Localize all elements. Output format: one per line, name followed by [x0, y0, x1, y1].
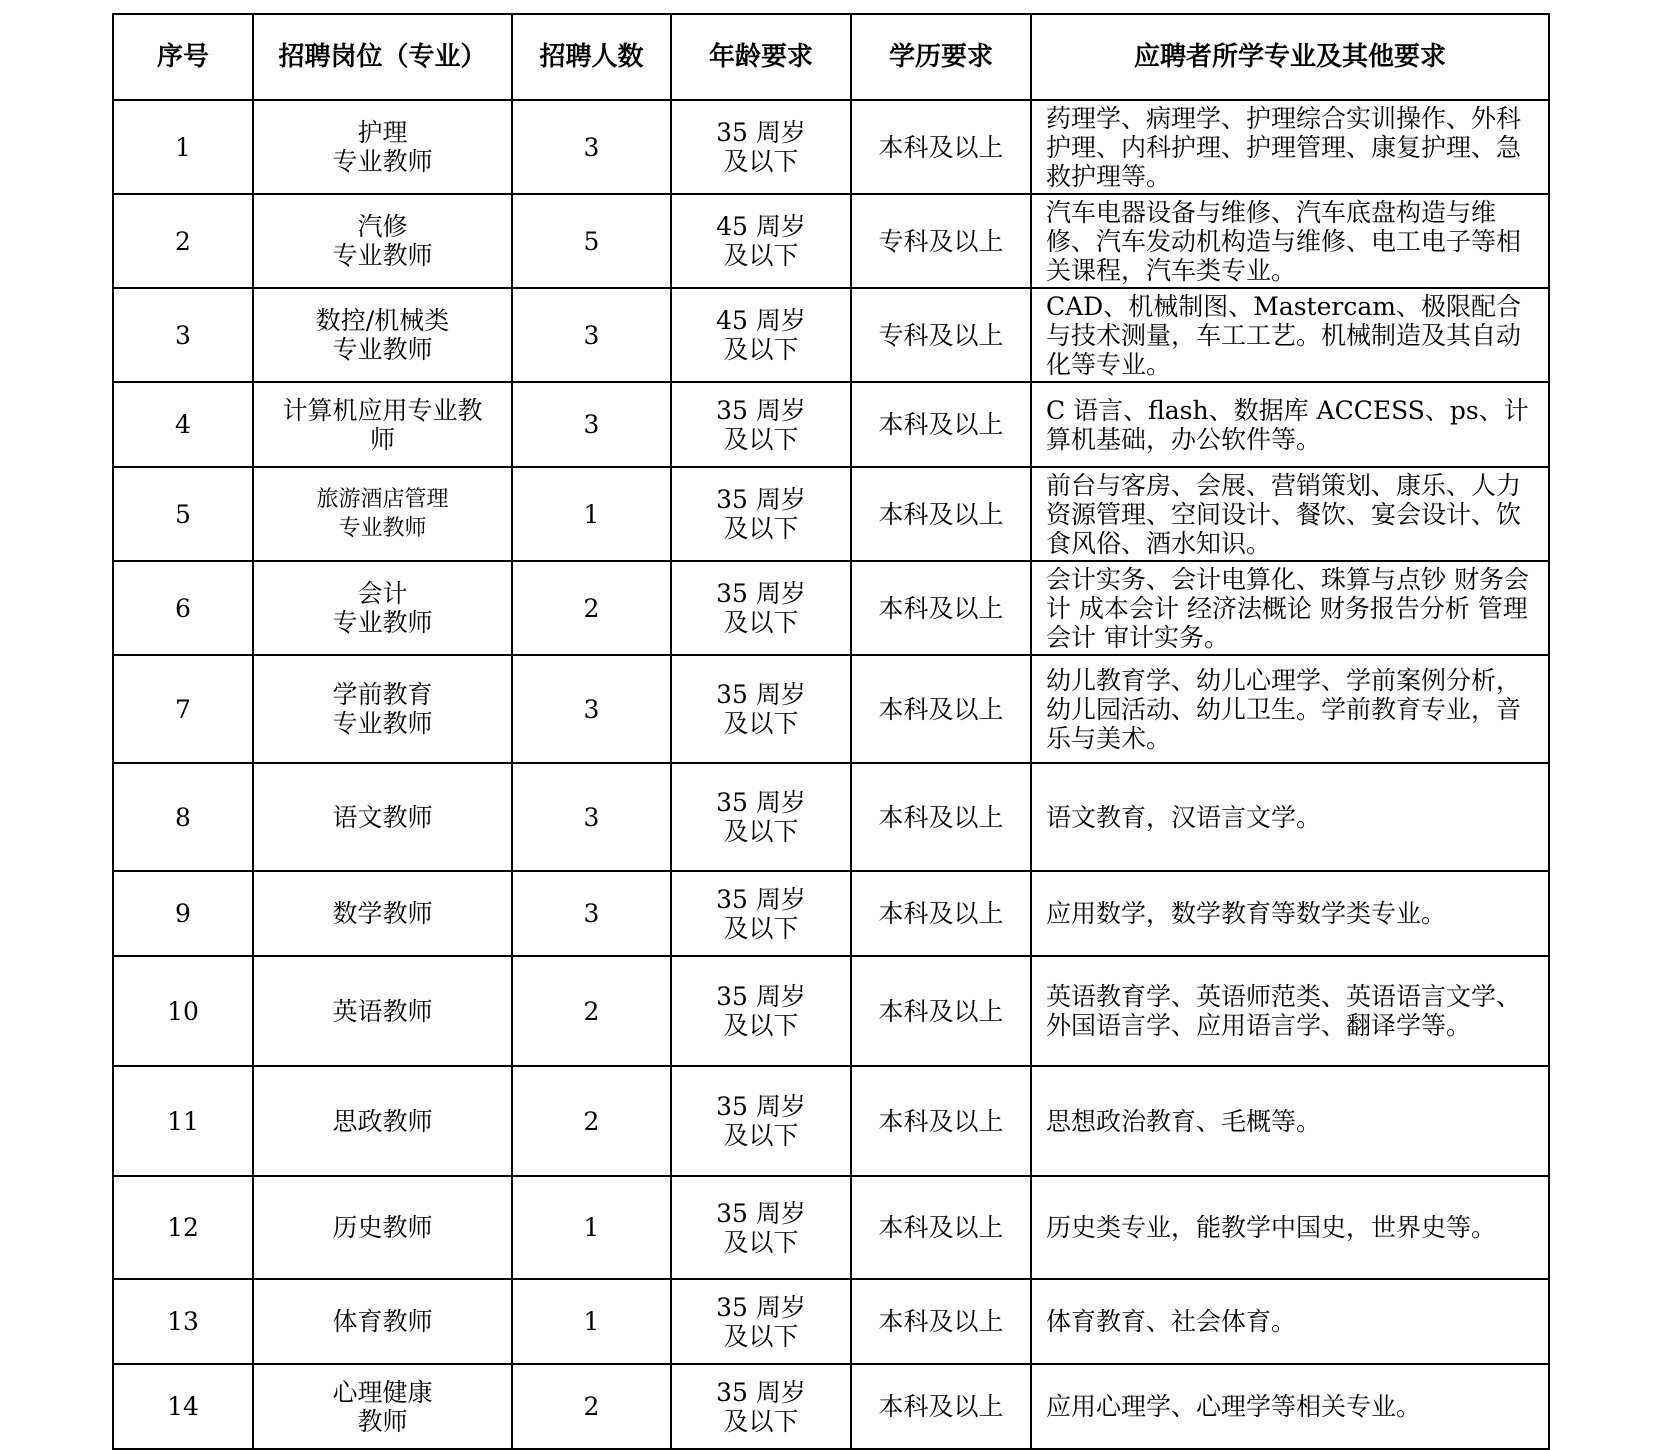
- age-line: 35 周岁: [716, 982, 806, 1011]
- age-cell: [671, 467, 851, 561]
- table-row: [113, 382, 1549, 467]
- table-row: [113, 956, 1549, 1066]
- table-row: [113, 100, 1549, 194]
- position-line: 专业教师: [332, 709, 433, 738]
- age-line: 及以下: [723, 1121, 799, 1150]
- count-cell: 3: [512, 871, 671, 956]
- age-line: 及以下: [723, 1227, 799, 1257]
- row-number: 2: [113, 194, 253, 288]
- header-age: 年龄要求: [671, 14, 851, 100]
- row-number: 3: [113, 288, 253, 382]
- count-cell: 3: [512, 288, 671, 382]
- requirements-cell: 会计实务、会计电算化、珠算与点钞 财务会计 成本会计 经济法概论 财务报告分析 管理会计 审计实务。: [1031, 561, 1549, 655]
- position-line: 旅游酒店管理: [316, 487, 449, 512]
- requirements-cell: 前台与客房、会展、营销策划、康乐、人力资源管理、空间设计、餐饮、宴会设计、饮食风俗、酒水知识。: [1031, 467, 1549, 561]
- position-cell: [253, 956, 512, 1066]
- position-cell: [253, 1279, 512, 1364]
- age-line: 35 周岁: [716, 1377, 806, 1407]
- row-number: 8: [113, 763, 253, 871]
- age-line: 35 周岁: [716, 1198, 806, 1228]
- education-cell: 本科及以上: [851, 871, 1031, 956]
- row-number: 14: [113, 1364, 253, 1449]
- education-cell: 本科及以上: [851, 763, 1031, 871]
- count-cell: 3: [512, 100, 671, 194]
- position-line: 师: [369, 424, 395, 454]
- header-no: 序号: [113, 14, 253, 100]
- position-cell: [253, 561, 512, 655]
- requirements-cell: C 语言、flash、数据库 ACCESS、ps、计算机基础，办公软件等。: [1031, 382, 1549, 467]
- requirements-cell: 体育教育、社会体育。: [1031, 1279, 1549, 1364]
- count-cell: 3: [512, 382, 671, 467]
- count-cell: 3: [512, 763, 671, 871]
- education-cell: 本科及以上: [851, 1279, 1031, 1364]
- requirements-cell: 药理学、病理学、护理综合实训操作、外科护理、内科护理、护理管理、康复护理、急救护理等。: [1031, 100, 1549, 194]
- count-cell: 1: [512, 467, 671, 561]
- table-row: [113, 1066, 1549, 1176]
- education-cell: 专科及以上: [851, 288, 1031, 382]
- table-row: [113, 561, 1549, 655]
- age-line: 及以下: [723, 335, 799, 364]
- position-line: 数控/机械类: [315, 306, 450, 335]
- table-row: [113, 871, 1549, 956]
- row-number: 6: [113, 561, 253, 655]
- position-line: 体育教师: [332, 1307, 433, 1336]
- age-line: 及以下: [723, 817, 799, 846]
- row-number: 4: [113, 382, 253, 467]
- header-row: [113, 14, 1549, 100]
- position-cell: [253, 288, 512, 382]
- header-position: 招聘岗位（专业）: [253, 14, 512, 100]
- row-number: 1: [113, 100, 253, 194]
- age-line: 35 周岁: [716, 395, 806, 425]
- age-line: 及以下: [723, 147, 799, 176]
- age-cell: [671, 1279, 851, 1364]
- age-line: 及以下: [723, 913, 799, 943]
- table-row: [113, 194, 1549, 288]
- count-cell: 2: [512, 1066, 671, 1176]
- age-cell: [671, 763, 851, 871]
- age-cell: [671, 100, 851, 194]
- position-line: 语文教师: [332, 802, 433, 832]
- requirements-cell: CAD、机械制图、Mastercam、极限配合与技术测量，车工工艺。机械制造及其自动化等专业。: [1031, 288, 1549, 382]
- requirements-cell: 应用心理学、心理学等相关专业。: [1031, 1364, 1549, 1449]
- age-line: 35 周岁: [716, 485, 806, 514]
- position-line: 专业教师: [332, 241, 433, 270]
- position-cell: [253, 194, 512, 288]
- requirements-cell: 英语教育学、英语师范类、英语语言文学、外国语言学、应用语言学、翻译学等。: [1031, 956, 1549, 1066]
- table-row: [113, 655, 1549, 763]
- table-row: [113, 763, 1549, 871]
- age-cell: [671, 561, 851, 655]
- position-cell: [253, 1176, 512, 1279]
- age-line: 45 周岁: [716, 212, 806, 241]
- position-cell: [253, 763, 512, 871]
- table-row: [113, 1364, 1549, 1449]
- age-line: 35 周岁: [716, 579, 806, 608]
- age-cell: [671, 194, 851, 288]
- count-cell: 1: [512, 1176, 671, 1279]
- position-line: 数学教师: [332, 899, 433, 928]
- count-cell: 1: [512, 1279, 671, 1364]
- age-cell: [671, 1066, 851, 1176]
- requirements-cell: 历史类专业，能教学中国史，世界史等。: [1031, 1176, 1549, 1279]
- position-line: 学前教育: [332, 680, 433, 709]
- age-line: 35 周岁: [716, 1292, 806, 1322]
- age-line: 及以下: [723, 1011, 799, 1040]
- count-cell: 2: [512, 561, 671, 655]
- education-cell: 本科及以上: [851, 382, 1031, 467]
- education-cell: 本科及以上: [851, 1066, 1031, 1176]
- position-line: 专业教师: [332, 335, 433, 364]
- position-line: 计算机应用专业教: [282, 395, 483, 425]
- education-cell: 专科及以上: [851, 194, 1031, 288]
- age-line: 及以下: [723, 709, 799, 738]
- age-line: 35 周岁: [716, 118, 806, 147]
- requirements-cell: 应用数学，数学教育等数学类专业。: [1031, 871, 1549, 956]
- age-line: 35 周岁: [716, 788, 806, 817]
- age-line: 及以下: [723, 1321, 799, 1351]
- count-cell: 5: [512, 194, 671, 288]
- age-cell: [671, 956, 851, 1066]
- position-line: 历史教师: [332, 1213, 433, 1242]
- age-line: 及以下: [723, 1406, 799, 1436]
- position-line: 思政教师: [332, 1106, 433, 1136]
- education-cell: 本科及以上: [851, 100, 1031, 194]
- position-line: 专业教师: [332, 608, 433, 637]
- row-number: 10: [113, 956, 253, 1066]
- position-cell: [253, 467, 512, 561]
- position-line: 教师: [357, 1406, 408, 1436]
- age-line: 及以下: [723, 241, 799, 270]
- row-number: 13: [113, 1279, 253, 1364]
- age-cell: [671, 655, 851, 763]
- education-cell: 本科及以上: [851, 1176, 1031, 1279]
- row-number: 9: [113, 871, 253, 956]
- position-line: 英语教师: [332, 996, 433, 1026]
- age-cell: [671, 1176, 851, 1279]
- age-cell: [671, 288, 851, 382]
- row-number: 7: [113, 655, 253, 763]
- education-cell: 本科及以上: [851, 1364, 1031, 1449]
- age-line: 及以下: [723, 608, 799, 637]
- count-cell: 3: [512, 655, 671, 763]
- count-cell: 2: [512, 1364, 671, 1449]
- row-number: 5: [113, 467, 253, 561]
- position-cell: [253, 100, 512, 194]
- table-row: [113, 467, 1549, 561]
- table-row: [113, 288, 1549, 382]
- age-line: 35 周岁: [716, 884, 806, 914]
- row-number: 11: [113, 1066, 253, 1176]
- requirements-cell: 语文教育，汉语言文学。: [1031, 763, 1549, 871]
- position-line: 会计: [357, 579, 408, 608]
- requirements-cell: 汽车电器设备与维修、汽车底盘构造与维修、汽车发动机构造与维修、电工电子等相关课程，汽车类专业。: [1031, 194, 1549, 288]
- table-row: [113, 1176, 1549, 1279]
- header-count: 招聘人数: [512, 14, 671, 100]
- age-line: 45 周岁: [716, 306, 806, 335]
- table-row: [113, 1279, 1549, 1364]
- recruitment-table: [112, 13, 1550, 1450]
- position-cell: [253, 1066, 512, 1176]
- age-line: 及以下: [723, 514, 799, 543]
- requirements-cell: 思想政治教育、毛概等。: [1031, 1066, 1549, 1176]
- education-cell: 本科及以上: [851, 655, 1031, 763]
- row-number: 12: [113, 1176, 253, 1279]
- age-line: 35 周岁: [716, 1092, 806, 1121]
- position-line: 汽修: [357, 212, 408, 241]
- requirements-cell: 幼儿教育学、幼儿心理学、学前案例分析，幼儿园活动、幼儿卫生。学前教育专业，音乐与美术。: [1031, 655, 1549, 763]
- position-cell: [253, 655, 512, 763]
- position-cell: [253, 382, 512, 467]
- age-line: 及以下: [723, 424, 799, 454]
- education-cell: 本科及以上: [851, 561, 1031, 655]
- header-education: 学历要求: [851, 14, 1031, 100]
- age-cell: [671, 1364, 851, 1449]
- education-cell: 本科及以上: [851, 956, 1031, 1066]
- age-cell: [671, 382, 851, 467]
- age-cell: [671, 871, 851, 956]
- age-line: 35 周岁: [716, 680, 806, 709]
- position-line: 护理: [357, 118, 408, 147]
- education-cell: 本科及以上: [851, 467, 1031, 561]
- count-cell: 2: [512, 956, 671, 1066]
- position-cell: [253, 1364, 512, 1449]
- position-line: 心理健康: [332, 1377, 433, 1407]
- position-line: 专业教师: [338, 516, 427, 541]
- header-requirements: 应聘者所学专业及其他要求: [1031, 14, 1549, 100]
- position-cell: [253, 871, 512, 956]
- position-line: 专业教师: [332, 147, 433, 176]
